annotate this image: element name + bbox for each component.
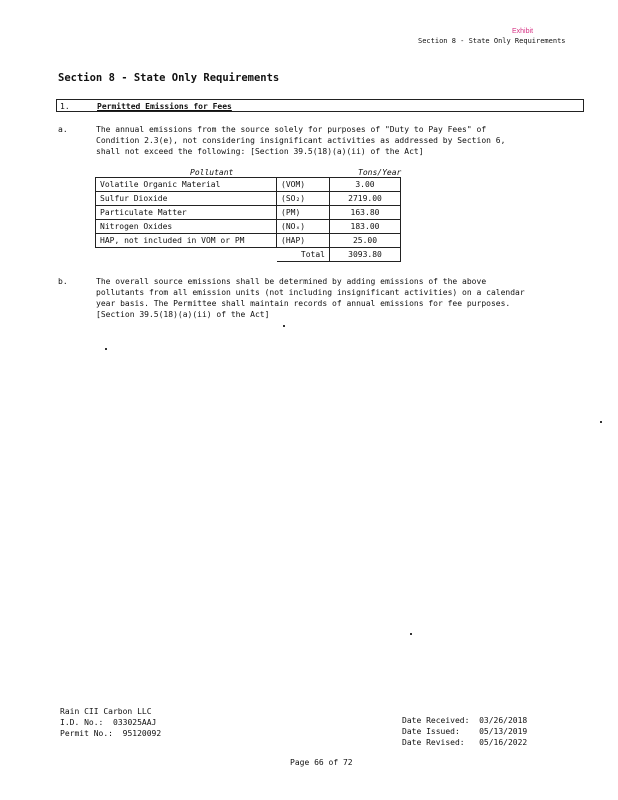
condition-number: 1. [60, 102, 70, 111]
pollutant-abbreviation: (VOM) [277, 178, 330, 192]
date-received-label: Date Received: [402, 716, 470, 725]
pollutant-name: Particulate Matter [96, 206, 277, 220]
date-issued-label: Date Issued: [402, 727, 460, 736]
pollutant-abbreviation: (NOₓ) [277, 220, 330, 234]
pollutant-abbreviation: (SO₂) [277, 192, 330, 206]
tons-per-year-value: 2719.00 [330, 192, 401, 206]
pollutant-abbreviation: (HAP) [277, 234, 330, 248]
condition-title: Permitted Emissions for Fees [97, 102, 232, 111]
table-row [96, 206, 401, 220]
tons-per-year-value: 3.00 [330, 178, 401, 192]
section-title: Section 8 - State Only Requirements [58, 72, 280, 84]
table-row [96, 178, 401, 192]
footer-permit-label: Permit No.: [60, 729, 113, 738]
scan-speck [600, 421, 602, 423]
paragraph-a-letter: a. [58, 125, 68, 134]
paragraph-b-text: The overall source emissions shall be determined by adding emissions of the above pollutants from all emission units (not including insignificant activities) on a calendar year basis. The Permittee shall maintain records of annual emissions for fee purposes. [Section 39.5(18)(a)(ii) of the Act] [96, 277, 525, 319]
running-head: Section 8 - State Only Requirements [418, 37, 566, 45]
footer-company: Rain CII Carbon LLC [60, 707, 152, 716]
scan-speck [410, 633, 412, 635]
column-header-pollutant: Pollutant [190, 168, 234, 177]
column-header-tons: Tons/Year [358, 168, 402, 177]
pollutant-abbreviation: (PM) [277, 206, 330, 220]
table-total-row [96, 248, 401, 262]
emissions-table [95, 177, 401, 262]
pollutant-name: HAP, not included in VOM or PM [96, 234, 277, 248]
exhibit-tag: Exhibit [512, 28, 534, 35]
total-value: 3093.80 [330, 248, 401, 262]
footer-permit-value: 95120092 [122, 729, 162, 738]
pollutant-name: Volatile Organic Material [96, 178, 277, 192]
date-revised-label: Date Revised: [402, 738, 465, 747]
tons-per-year-value: 25.00 [330, 234, 401, 248]
pollutant-name: Nitrogen Oxides [96, 220, 277, 234]
footer-dates [402, 715, 527, 748]
table-row [96, 192, 401, 206]
paragraph-a-text: The annual emissions from the source solely for purposes of "Duty to Pay Fees" of Condition 2.3(e), not considering insignificant activities as addressed by Section 6, shall not exceed the following: [Section 39.5(18)(a)(ii) of the Act] [96, 125, 506, 156]
condition-header-box [56, 99, 584, 112]
table-row [96, 234, 401, 248]
scan-speck [283, 325, 285, 327]
page-number: Page 66 of 72 [290, 758, 353, 767]
date-received-value: 03/26/2018 [479, 716, 528, 725]
paragraph-b-letter: b. [58, 277, 68, 286]
pollutant-name: Sulfur Dioxide [96, 192, 277, 206]
tons-per-year-value: 183.00 [330, 220, 401, 234]
date-revised-value: 05/16/2022 [479, 738, 528, 747]
footer-id-value: 033025AAJ [113, 718, 157, 727]
table-row [96, 220, 401, 234]
tons-per-year-value: 163.80 [330, 206, 401, 220]
footer-permit-info [60, 706, 161, 739]
footer-id-label: I.D. No.: [60, 718, 104, 727]
date-issued-value: 05/13/2019 [479, 727, 528, 736]
scan-speck [105, 348, 107, 350]
total-blank-cell [96, 248, 277, 262]
total-label: Total [277, 248, 330, 262]
